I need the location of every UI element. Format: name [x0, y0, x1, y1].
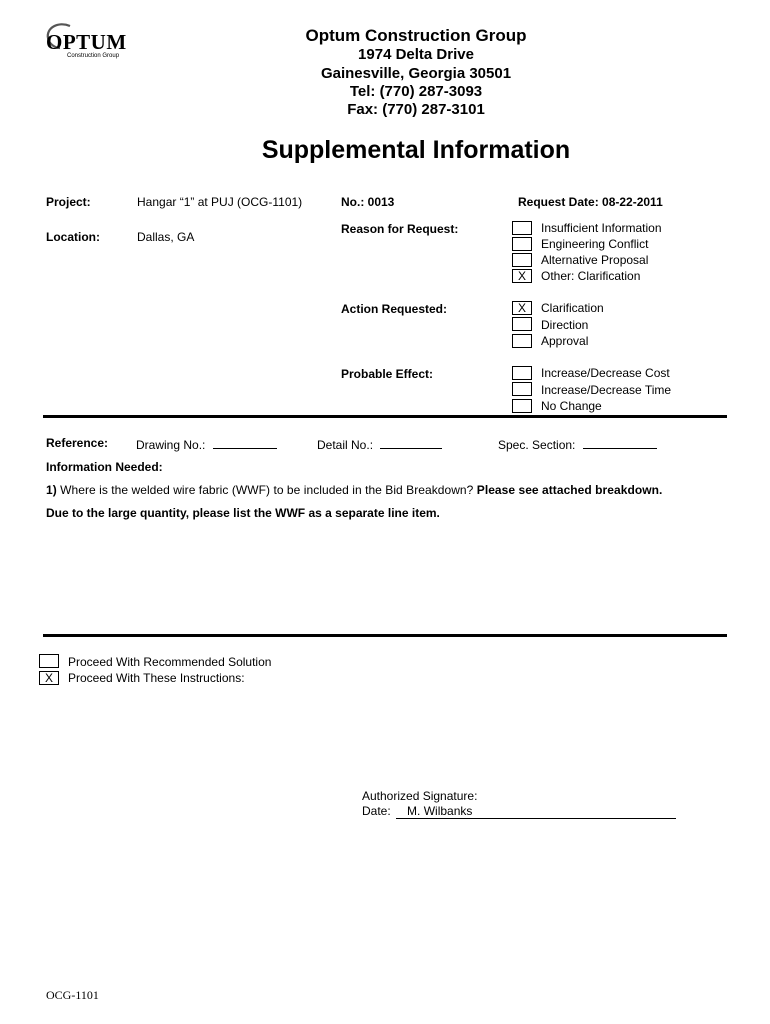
- project-value: Hangar “1” at PUJ (OCG-1101): [137, 195, 303, 209]
- reason-option-label: Insufficient Information: [541, 221, 662, 235]
- logo-tagline: Construction Group: [67, 53, 120, 59]
- detail-number-blank[interactable]: [380, 436, 442, 449]
- reason-label: Reason for Request:: [341, 222, 459, 236]
- proceed-recommended-label: Proceed With Recommended Solution: [68, 655, 272, 669]
- effect-option-label: No Change: [541, 399, 602, 413]
- info-item-number: 1): [46, 483, 57, 497]
- reason-checkbox-alternative[interactable]: [512, 253, 532, 267]
- effect-checkbox-no-change[interactable]: [512, 399, 532, 413]
- action-option-label: Direction: [541, 318, 589, 332]
- info-answer-1: Please see attached breakdown.: [476, 483, 663, 497]
- proceed-recommended-checkbox[interactable]: [39, 654, 59, 668]
- action-checkbox-approval[interactable]: [512, 334, 532, 348]
- proceed-instructions-checkbox[interactable]: X: [39, 671, 59, 685]
- detail-number-field[interactable]: [317, 436, 442, 452]
- location-label: Location:: [46, 230, 100, 244]
- action-label: Action Requested:: [341, 302, 448, 316]
- info-question: [46, 483, 662, 497]
- section-divider: [43, 634, 727, 637]
- spec-section-blank[interactable]: [583, 436, 657, 449]
- request-date: Request Date: 08-22-2011: [518, 195, 663, 209]
- action-checkbox-clarification[interactable]: X: [512, 301, 532, 315]
- effect-checkbox-time[interactable]: [512, 382, 532, 396]
- company-fax: Fax: (770) 287-3101: [347, 101, 485, 118]
- reason-checkbox-engineering[interactable]: [512, 237, 532, 251]
- reason-option-label: Other: Clarification: [541, 269, 641, 283]
- drawing-number-field[interactable]: [136, 436, 277, 452]
- reason-option-label: Alternative Proposal: [541, 253, 649, 267]
- info-answer-2: Due to the large quantity, please list the WWF as a separate line item.: [46, 506, 440, 520]
- company-name: Optum Construction Group: [305, 26, 527, 45]
- effect-label: Probable Effect:: [341, 367, 434, 381]
- action-option-label: Clarification: [541, 301, 604, 315]
- signature-label: Authorized Signature:: [362, 789, 478, 803]
- company-tel: Tel: (770) 287-3093: [349, 83, 483, 100]
- reference-label: Reference:: [46, 436, 109, 450]
- info-needed-label: Information Needed:: [46, 460, 163, 474]
- project-label: Project:: [46, 195, 91, 209]
- effect-option-label: Increase/Decrease Time: [541, 383, 672, 397]
- spec-section-label: Spec. Section:: [498, 438, 576, 452]
- form-code: OCG-1101: [46, 988, 99, 1002]
- signature-date-label: Date:: [362, 804, 391, 818]
- proceed-instructions-label: Proceed With These Instructions:: [68, 671, 245, 685]
- detail-number-label: Detail No.:: [317, 438, 374, 452]
- drawing-number-blank[interactable]: [213, 436, 277, 449]
- drawing-number-label: Drawing No.:: [136, 438, 206, 452]
- spec-section-field[interactable]: [498, 436, 657, 452]
- reason-checkbox-other[interactable]: X: [512, 269, 532, 283]
- page-title: Supplemental Information: [261, 136, 571, 164]
- reason-option-label: Engineering Conflict: [541, 237, 649, 251]
- signature-date-text: M. Wilbanks: [407, 804, 473, 818]
- location-value: Dallas, GA: [137, 230, 195, 244]
- section-divider: [43, 415, 727, 418]
- logo-wordmark: OPTUM: [46, 30, 127, 54]
- signature-date-row: [362, 804, 676, 819]
- company-city: Gainesville, Georgia 30501: [320, 65, 512, 82]
- company-street: 1974 Delta Drive: [358, 46, 474, 63]
- request-number: No.: 0013: [341, 195, 395, 209]
- action-checkbox-direction[interactable]: [512, 317, 532, 331]
- reason-checkbox-insufficient[interactable]: [512, 221, 532, 235]
- signature-date-value[interactable]: [396, 804, 676, 819]
- effect-option-label: Increase/Decrease Cost: [541, 366, 670, 380]
- action-option-label: Approval: [541, 334, 589, 348]
- effect-checkbox-cost[interactable]: [512, 366, 532, 380]
- info-question-text: Where is the welded wire fabric (WWF) to be included in the Bid Breakdown?: [56, 483, 477, 497]
